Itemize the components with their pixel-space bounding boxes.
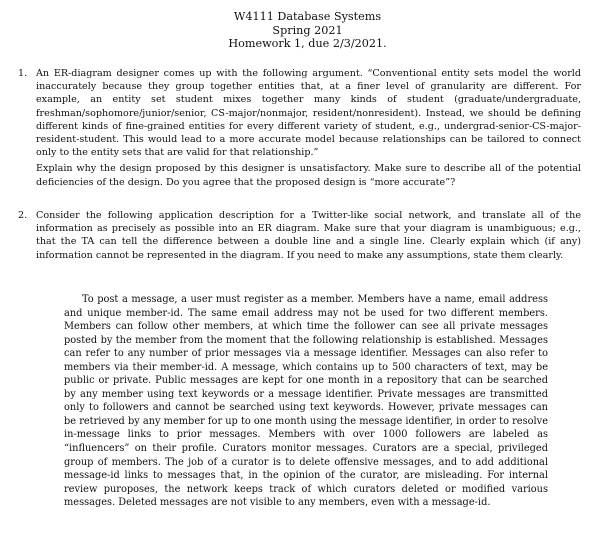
question-number: 2.	[18, 210, 28, 221]
application-description: To post a message, a user must register as a member. Members have a name, email address and unique member-id. The same email address may not be used for two different members. Members can follow other members, at which time the follower can see all private messages posted by the member from the moment that the following relationship is established. Messages can refer to any number of prior messages via a message identifier. Messages can also refer to members via their member-id. A message, which contains up to 500 characters of text, may be public or private. Public messages are kept for one month in a repository that can be searched by any member using text keywords or a message identifier. Private messages are transmitted only to followers and cannot be searched using text keywords. However, private messages can be retrieved by any member for up to one month using the message identifier, in order to resolve in-message links to prior messages. Members with over 1000 followers are labeled as “influencers” on their profile. Curators monitor messages. Curators are a special, privileged group of members. The job of a curator is to delete offensive messages, and to add additional message-id links to messages that, in the opinion of the curator, are misleading. For internal review puroposes, the network keeps track of which curators deleted or modified various messages. Deleted messages are not visible to any members, even with a message-id.	[64, 294, 548, 509]
question-paragraph: Consider the following application description for a Twitter-like social network, and translate all of the information as precisely as possible into an ER diagram. Make sure that your diagram is unambiguous; e.g., that the TA can tell the difference between a double line and a single line. Clearly explain which (if any) information cannot be represented in the diagram. If you need to make any assumptions, state them clearly.	[36, 210, 581, 261]
question-paragraph: Explain why the design proposed by this designer is unsatisfactory. Make sure to describe all of the potential deficiencies of the design. Do you agree that the proposed design is “more accurate”?	[36, 163, 581, 188]
homework-due: Homework 1, due 2/3/2021.	[228, 37, 387, 51]
course-title: W4111 Database Systems	[233, 10, 382, 23]
question-body	[36, 209, 581, 262]
question-body	[36, 67, 581, 189]
question-number: 1.	[18, 68, 28, 79]
document-header	[0, 10, 615, 51]
term: Spring 2021	[272, 23, 343, 37]
question-paragraph: An ER-diagram designer comes up with the following argument. “Conventional entity sets model the world inaccurately because they group together entities that, at a finer level of granularity are different. For example, an entity set student mixes together many kinds of student (graduate/undergraduate, freshman/sophomore/junior/senior, CS-major/nonmajor, resident/nonresident). Instead, we should be defining different kinds of fine-grained entities for every different variety of student, e.g., undergrad-senior-CS-major-resident-student. This would lead to a more accurate model because relationships can be tailored to connect only to the entity sets that are valid for that relationship.”	[36, 68, 581, 159]
